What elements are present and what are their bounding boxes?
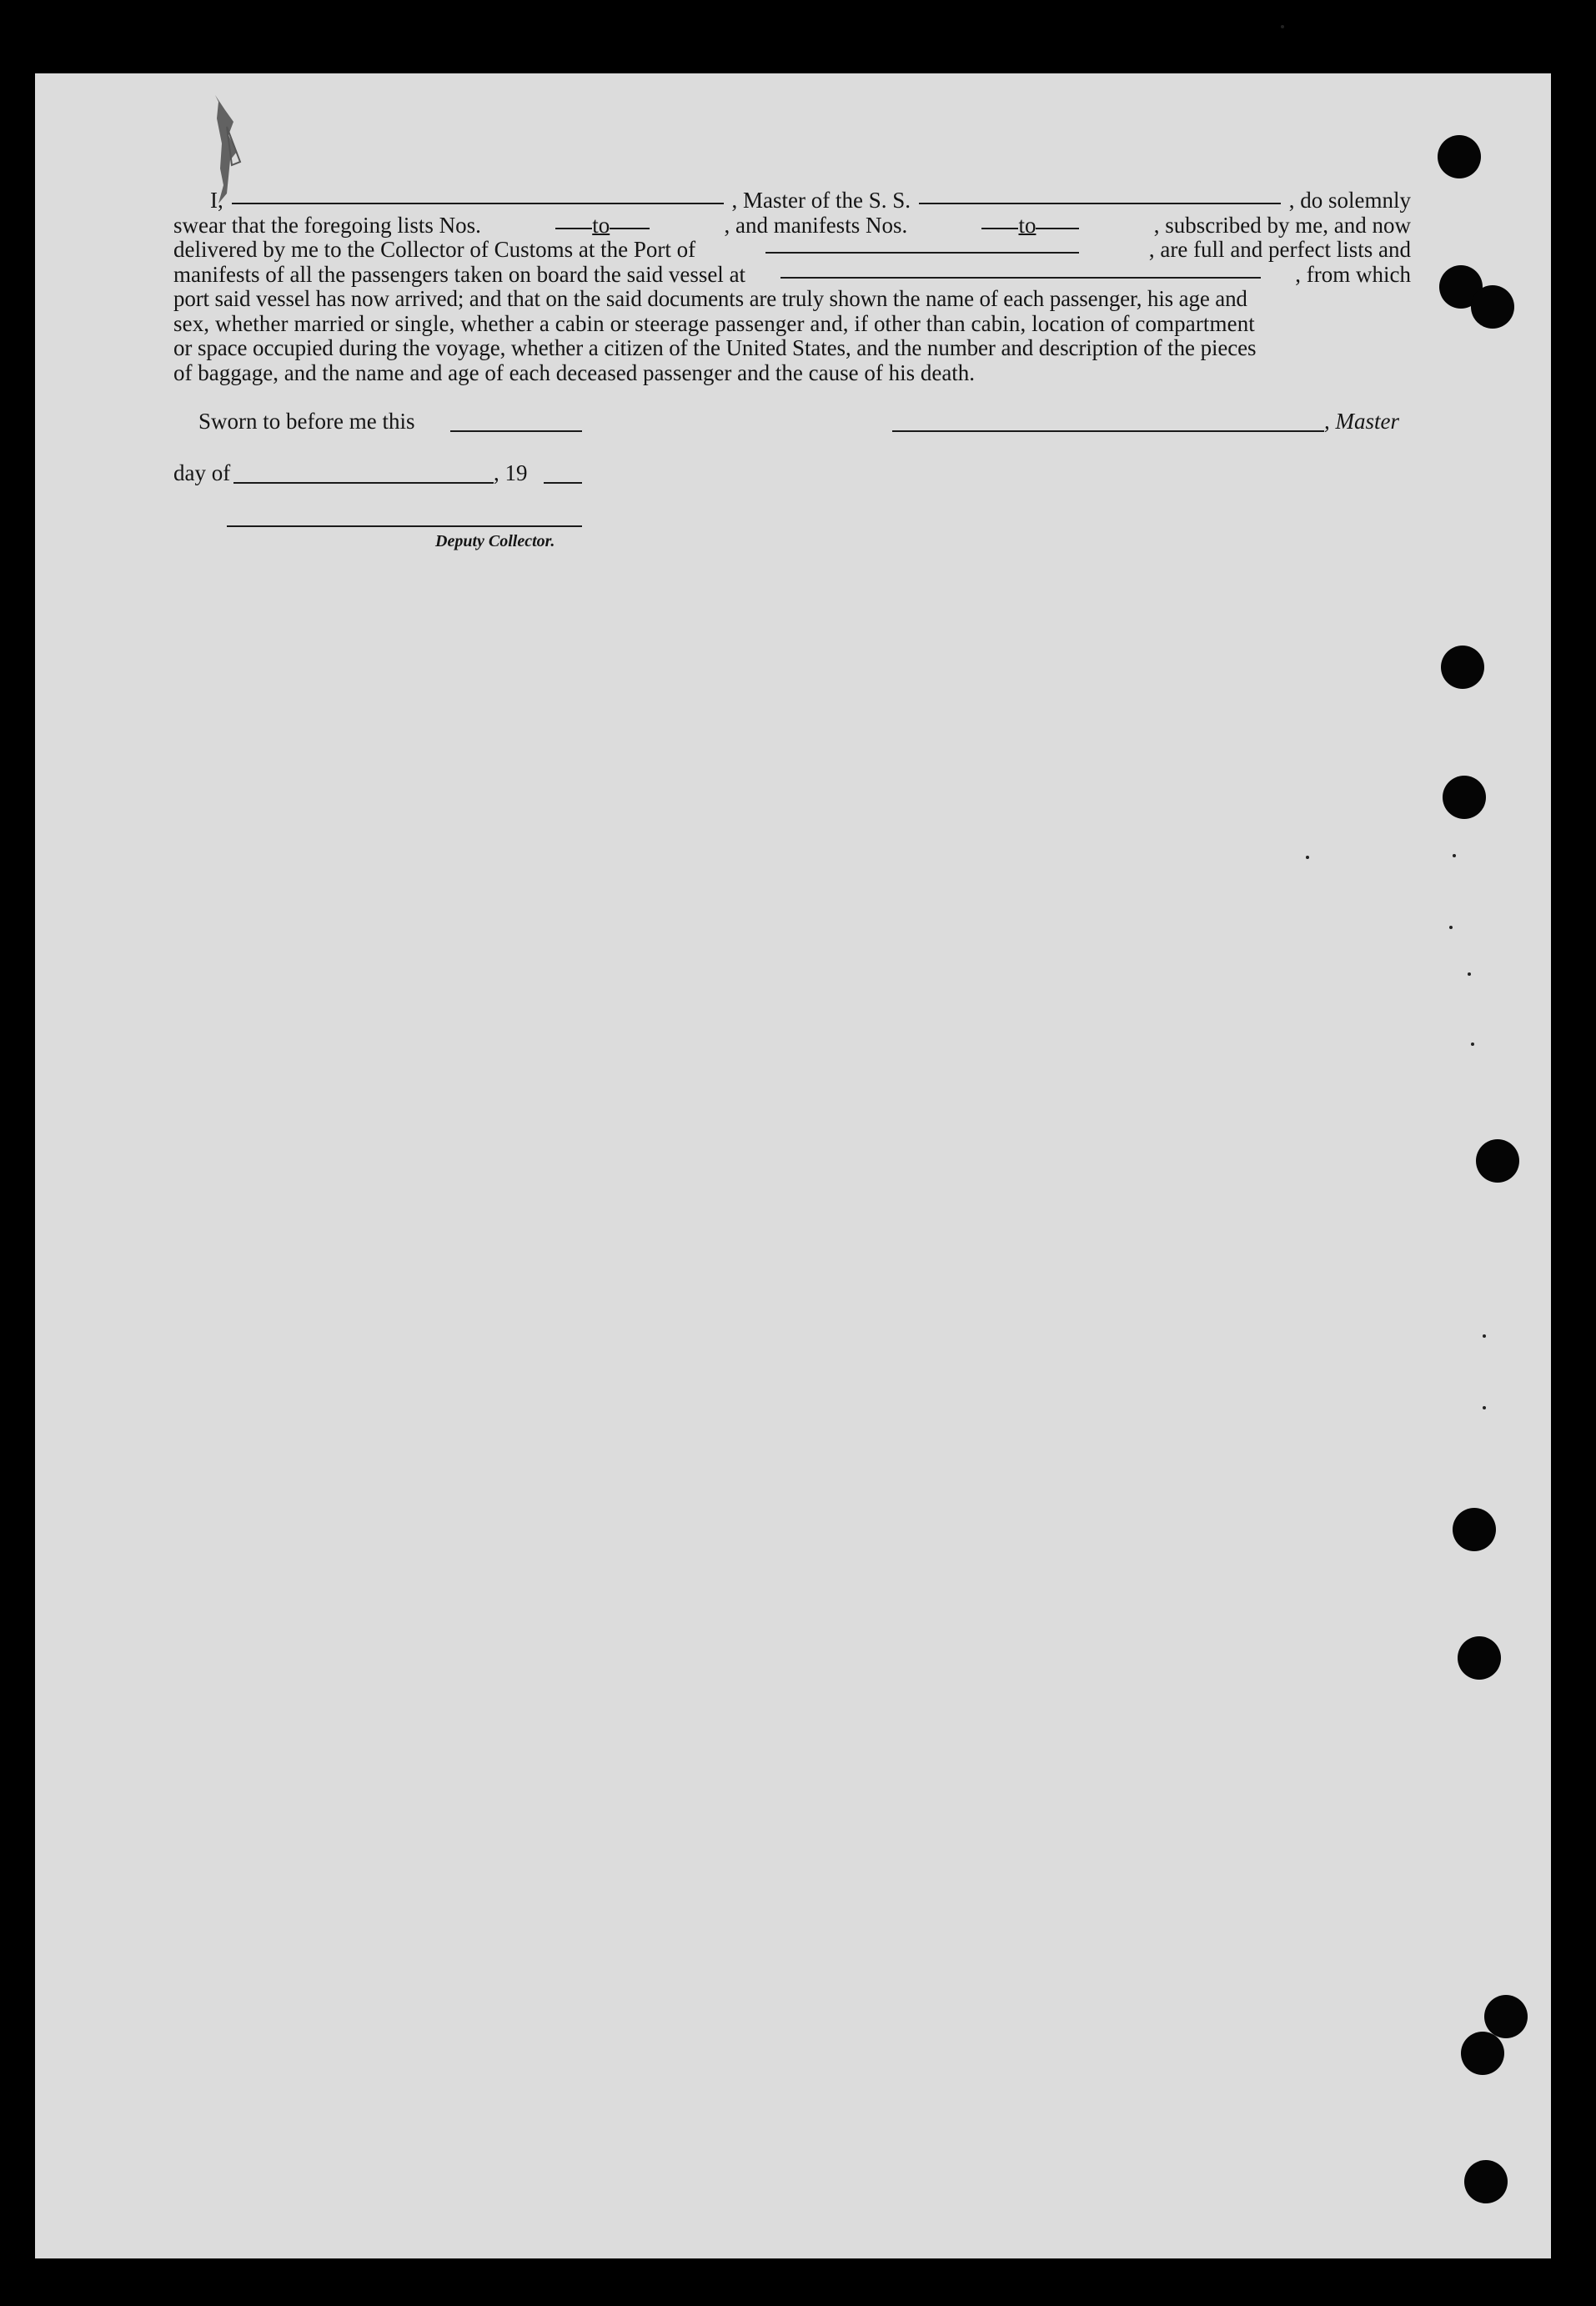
oath-line1-start: I, xyxy=(210,188,223,213)
oath-line-5 xyxy=(173,287,1411,312)
punch-hole xyxy=(1453,1508,1496,1551)
lists-to-blank xyxy=(610,228,650,229)
lists-to-word: to xyxy=(592,212,610,238)
punch-hole xyxy=(1458,1636,1501,1680)
scan-speck xyxy=(1453,854,1456,857)
deputy-collector-signature-blank xyxy=(227,525,582,527)
deputy-collector-label xyxy=(435,532,555,551)
year-prefix xyxy=(494,460,528,486)
master-signature-blank xyxy=(892,430,1324,432)
day-of-label xyxy=(173,460,230,486)
day-of-text: day of xyxy=(173,460,231,485)
oath-line7: or space occupied during the voyage, whether a citizen of the United States, and the number and description of the pieces xyxy=(173,335,1257,360)
oath-line5: port said vessel has now arrived; and that on the said documents are truly shown the name of each passenger, his age and xyxy=(173,286,1247,311)
scan-speck xyxy=(1483,1406,1486,1409)
oath-line2-c: , subscribed by me, and now xyxy=(1153,212,1411,238)
manifests-to-word: to xyxy=(1018,212,1036,238)
year-prefix-text: , 19 xyxy=(494,460,528,485)
punch-hole xyxy=(1443,776,1486,819)
master-suffix-text: , Master xyxy=(1324,409,1399,434)
manifests-from-blank xyxy=(981,214,1080,239)
manifests-from-line xyxy=(981,228,1018,229)
oath-line1-end: , do solemnly xyxy=(1288,188,1411,213)
oath-line-2 xyxy=(173,214,1411,239)
scan-speck xyxy=(1306,856,1309,859)
sworn-date-blank xyxy=(450,430,582,432)
oath-paragraph xyxy=(173,188,1411,385)
departure-port-blank xyxy=(780,277,1261,279)
document-page xyxy=(35,73,1551,2258)
scan-speck xyxy=(1468,972,1471,976)
punch-hole xyxy=(1438,135,1481,178)
year-blank xyxy=(544,482,582,484)
oath-line3-a: delivered by me to the Collector of Customs at the Port of xyxy=(173,237,696,262)
punch-hole xyxy=(1441,646,1484,689)
deputy-collector-text: Deputy Collector. xyxy=(435,532,555,550)
ship-name-blank xyxy=(919,203,1281,204)
punch-hole xyxy=(1461,2032,1504,2075)
oath-line4-b: , from which xyxy=(1295,261,1411,287)
oath-line-3 xyxy=(173,238,1411,263)
punch-hole xyxy=(1464,2160,1508,2203)
oath-line3-b: , are full and perfect lists and xyxy=(1148,237,1411,262)
oath-line-4 xyxy=(173,263,1411,288)
master-suffix xyxy=(1324,409,1399,435)
scan-speck xyxy=(1449,926,1453,929)
day-month-blank xyxy=(233,482,494,484)
oath-line6: sex, whether married or single, whether a cabin or steerage passenger and, if other than cabin, location of compartment xyxy=(173,310,1255,336)
scan-speck xyxy=(1281,25,1284,28)
sworn-label-text: Sworn to before me this xyxy=(198,409,415,434)
oath-line-7 xyxy=(173,336,1411,361)
punch-hole xyxy=(1471,285,1514,329)
port-blank xyxy=(765,252,1079,254)
master-name-blank xyxy=(232,203,724,204)
punch-hole xyxy=(1484,1995,1528,2038)
oath-line2-a: swear that the foregoing lists Nos. xyxy=(173,212,481,238)
oath-line-1 xyxy=(173,188,1411,214)
oath-line4-a: manifests of all the passengers taken on board the said vessel at xyxy=(173,261,746,287)
oath-line8: of baggage, and the name and age of each deceased passenger and the cause of his death. xyxy=(173,359,976,385)
oath-line-8 xyxy=(173,361,1411,386)
oath-line2-b: , and manifests Nos. xyxy=(724,212,908,238)
lists-from-line xyxy=(555,228,592,229)
scan-speck xyxy=(1483,1334,1486,1338)
scan-speck xyxy=(1471,1042,1474,1046)
oath-line1-mid: , Master of the S. S. xyxy=(731,188,911,213)
lists-from-blank xyxy=(555,214,650,239)
sworn-label xyxy=(198,409,414,435)
manifests-to-blank xyxy=(1036,228,1079,229)
punch-hole xyxy=(1476,1139,1519,1183)
oath-line-6 xyxy=(173,312,1411,337)
